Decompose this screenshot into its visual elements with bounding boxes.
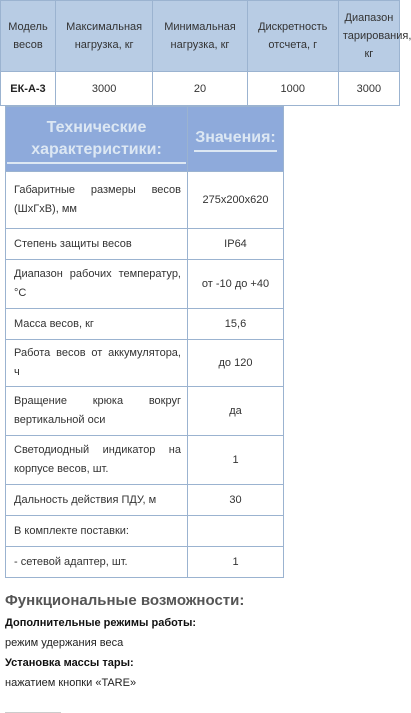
function-text: режим удержания веса [5, 637, 124, 649]
spec-value: до 120 [188, 340, 284, 387]
spec-row [6, 340, 284, 387]
spec-row [6, 309, 284, 340]
spec-label: Вращение крюка вокруг вертикальной оси [6, 387, 188, 436]
specs-header-label-cell [6, 107, 188, 172]
function-heading: Установка массы тары: [5, 657, 134, 669]
spec-value: да [188, 387, 284, 436]
specs-header-label: Технические характеристики: [7, 117, 186, 164]
spec-row [6, 485, 284, 516]
spec-label: Степень защиты весов [6, 229, 188, 260]
specs-header-value: Значения: [194, 127, 277, 152]
cell-tare-range: 3000 [338, 72, 399, 106]
scale-models-table [0, 0, 411, 106]
spec-label: В комплекте поставки: [6, 516, 188, 547]
specifications-table [5, 106, 284, 578]
spec-row [6, 260, 284, 309]
spec-row [6, 387, 284, 436]
spec-value [188, 516, 284, 547]
spec-label: Габаритные размеры весов (ШхГхВ), мм [6, 172, 188, 229]
header-max-load: Максимальная нагрузка, кг [55, 1, 152, 72]
models-header-row [1, 1, 400, 72]
cell-min-load: 20 [153, 72, 247, 106]
spec-row [6, 229, 284, 260]
models-data-row [1, 72, 400, 106]
function-heading: Дополнительные режимы работы: [5, 617, 197, 629]
specs-header-row [6, 107, 284, 172]
header-discreteness: Дискретность отсчета, г [247, 1, 338, 72]
spec-row [6, 516, 284, 547]
function-text: нажатием кнопки «TARE» [5, 677, 137, 689]
spec-row [6, 436, 284, 485]
spec-value: от -10 до +40 [188, 260, 284, 309]
functions-heading: Функциональные возможности: [5, 592, 245, 609]
spec-value: 1 [188, 547, 284, 578]
spec-value: 15,6 [188, 309, 284, 340]
spec-value: IP64 [188, 229, 284, 260]
header-model: Модель весов [1, 1, 56, 72]
spec-value: 1 [188, 436, 284, 485]
spec-row [6, 172, 284, 229]
spec-label: Диапазон рабочих температур, °С [6, 260, 188, 309]
spec-label: Работа весов от аккумулятора, ч [6, 340, 188, 387]
cell-discreteness: 1000 [247, 72, 338, 106]
header-tare-range: Диапазон тарирования, кг [338, 1, 399, 72]
specs-header-value-cell [188, 107, 284, 172]
spec-label: - сетевой адаптер, шт. [6, 547, 188, 578]
spec-label: Дальность действия ПДУ, м [6, 485, 188, 516]
spec-value: 275x200x620 [188, 172, 284, 229]
header-min-load: Минимальная нагрузка, кг [153, 1, 247, 72]
spec-label: Светодиодный индикатор на корпусе весов, шт. [6, 436, 188, 485]
spec-label: Масса весов, кг [6, 309, 188, 340]
cell-model: ЕК-А-3 [1, 72, 56, 106]
spec-value: 30 [188, 485, 284, 516]
cell-max-load: 3000 [55, 72, 152, 106]
spec-row [6, 547, 284, 578]
